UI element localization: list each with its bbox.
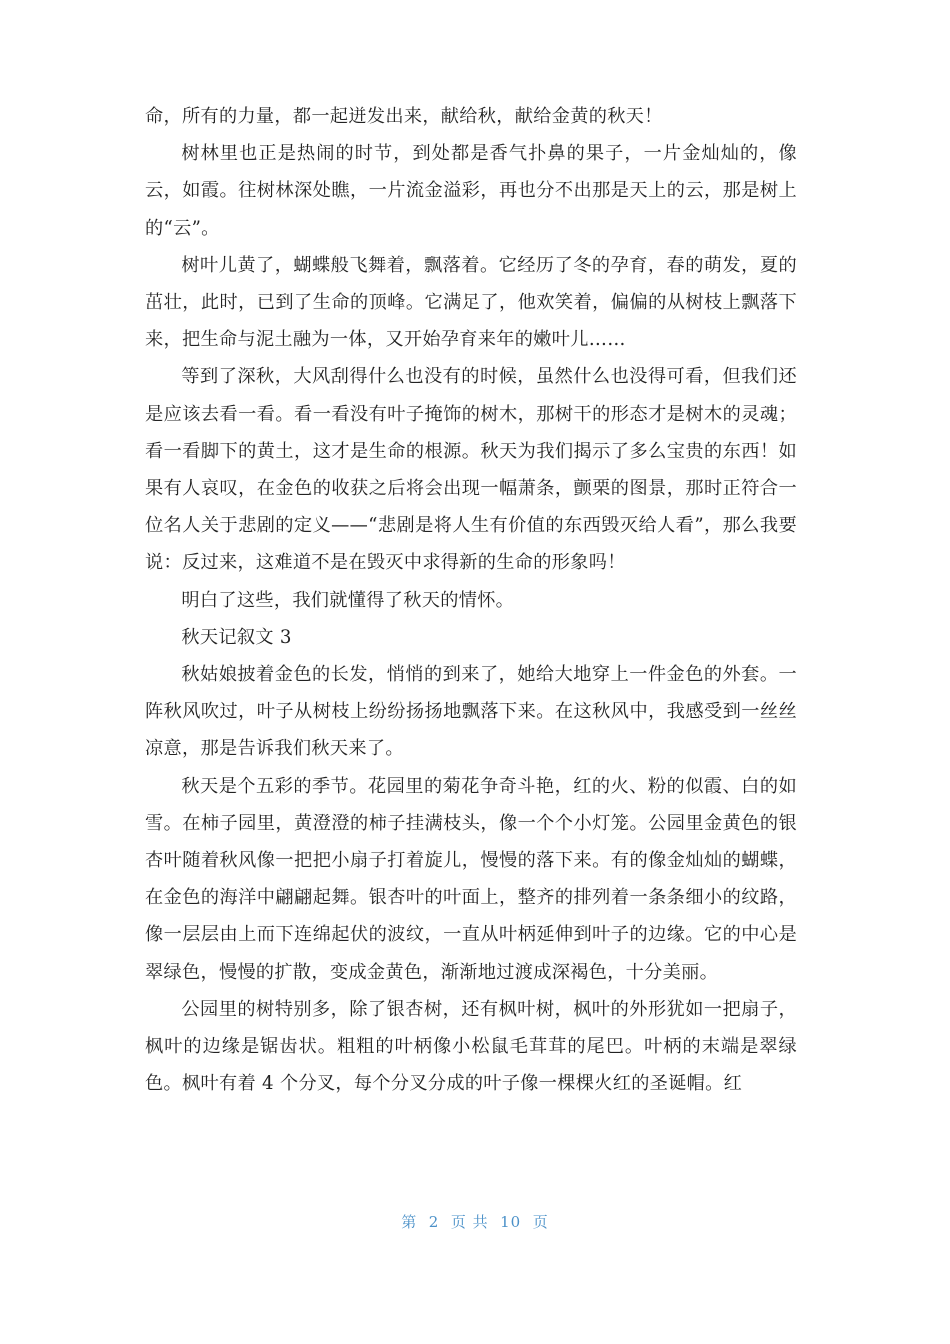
paragraph: 公园里的树特别多，除了银杏树，还有枫叶树，枫叶的外形犹如一把扇子，枫叶的边缘是锯齿状。粗粗的叶柄像小松鼠毛茸茸的尾巴。叶柄的末端是翠绿色。枫叶有着 4 个分叉，每个分叉分成的叶子像一棵棵火红的圣诞帽。红: [145, 998, 797, 1095]
paragraph: 树叶儿黄了，蝴蝶般飞舞着，飘落着。它经历了冬的孕育，春的萌发，夏的茁壮，此时，已到了生命的顶峰。它满足了，他欢笑着，偏偏的从树枝上飘落下来，把生命与泥土融为一体，又开始孕育来年的嫩叶儿……: [145, 254, 797, 351]
paragraph: 明白了这些，我们就懂得了秋天的情怀。: [181, 589, 515, 611]
document-body: [145, 98, 797, 1102]
paragraph: 树林里也正是热闹的时节，到处都是香气扑鼻的果子，一片金灿灿的，像云，如霞。往树林深处瞧，一片流金溢彩，再也分不出那是天上的云，那是树上的“云”。: [145, 143, 797, 239]
paragraph: 秋天是个五彩的季节。花园里的菊花争奇斗艳，红的火、粉的似霞、白的如雪。在柿子园里，黄澄澄的柿子挂满枝头，像一个个小灯笼。公园里金黄色的银杏叶随着秋风像一把把小扇子打着旋儿，慢慢的落下来。有的像金灿灿的蝴蝶，在金色的海洋中翩翩起舞。银杏叶的叶面上，整齐的排列着一条条细小的纹路，像一层层由上而下连绵起伏的波纹，一直从叶柄延伸到叶子的边缘。它的中心是翠绿色，慢慢的扩散，变成金黄色，渐渐地过渡成深褐色，十分美丽。: [145, 775, 797, 983]
paragraph-continuation: 命，所有的力量，都一起迸发出来，献给秋，献给金黄的秋天！: [145, 106, 663, 127]
paragraph: 等到了深秋，大风刮得什么也没有的时候，虽然什么也没得可看，但我们还是应该去看一看。看一看没有叶子掩饰的树木，那树干的形态才是树木的灵魂；看一看脚下的黄土，这才是生命的根源。秋天为我们揭示了多么宝贵的东西！如果有人哀叹，在金色的收获之后将会出现一幅萧条，颤栗的图景，那时正符合一位名人关于悲剧的定义——“悲剧是将人生有价值的东西毁灭给人看”，那么我要说：反过来，这难道不是在毁灭中求得新的生命的形象吗！: [145, 366, 797, 574]
section-heading: 秋天记叙文 3: [181, 626, 292, 648]
paragraph: 秋姑娘披着金色的长发，悄悄的到来了，她给大地穿上一件金色的外套。一阵秋风吹过，叶子从树枝上纷纷扬扬地飘落下来。在这秋风中，我感受到一丝丝凉意，那是告诉我们秋天来了。: [145, 664, 797, 760]
page-number-footer: 第 2 页 共 10 页: [401, 1213, 549, 1231]
